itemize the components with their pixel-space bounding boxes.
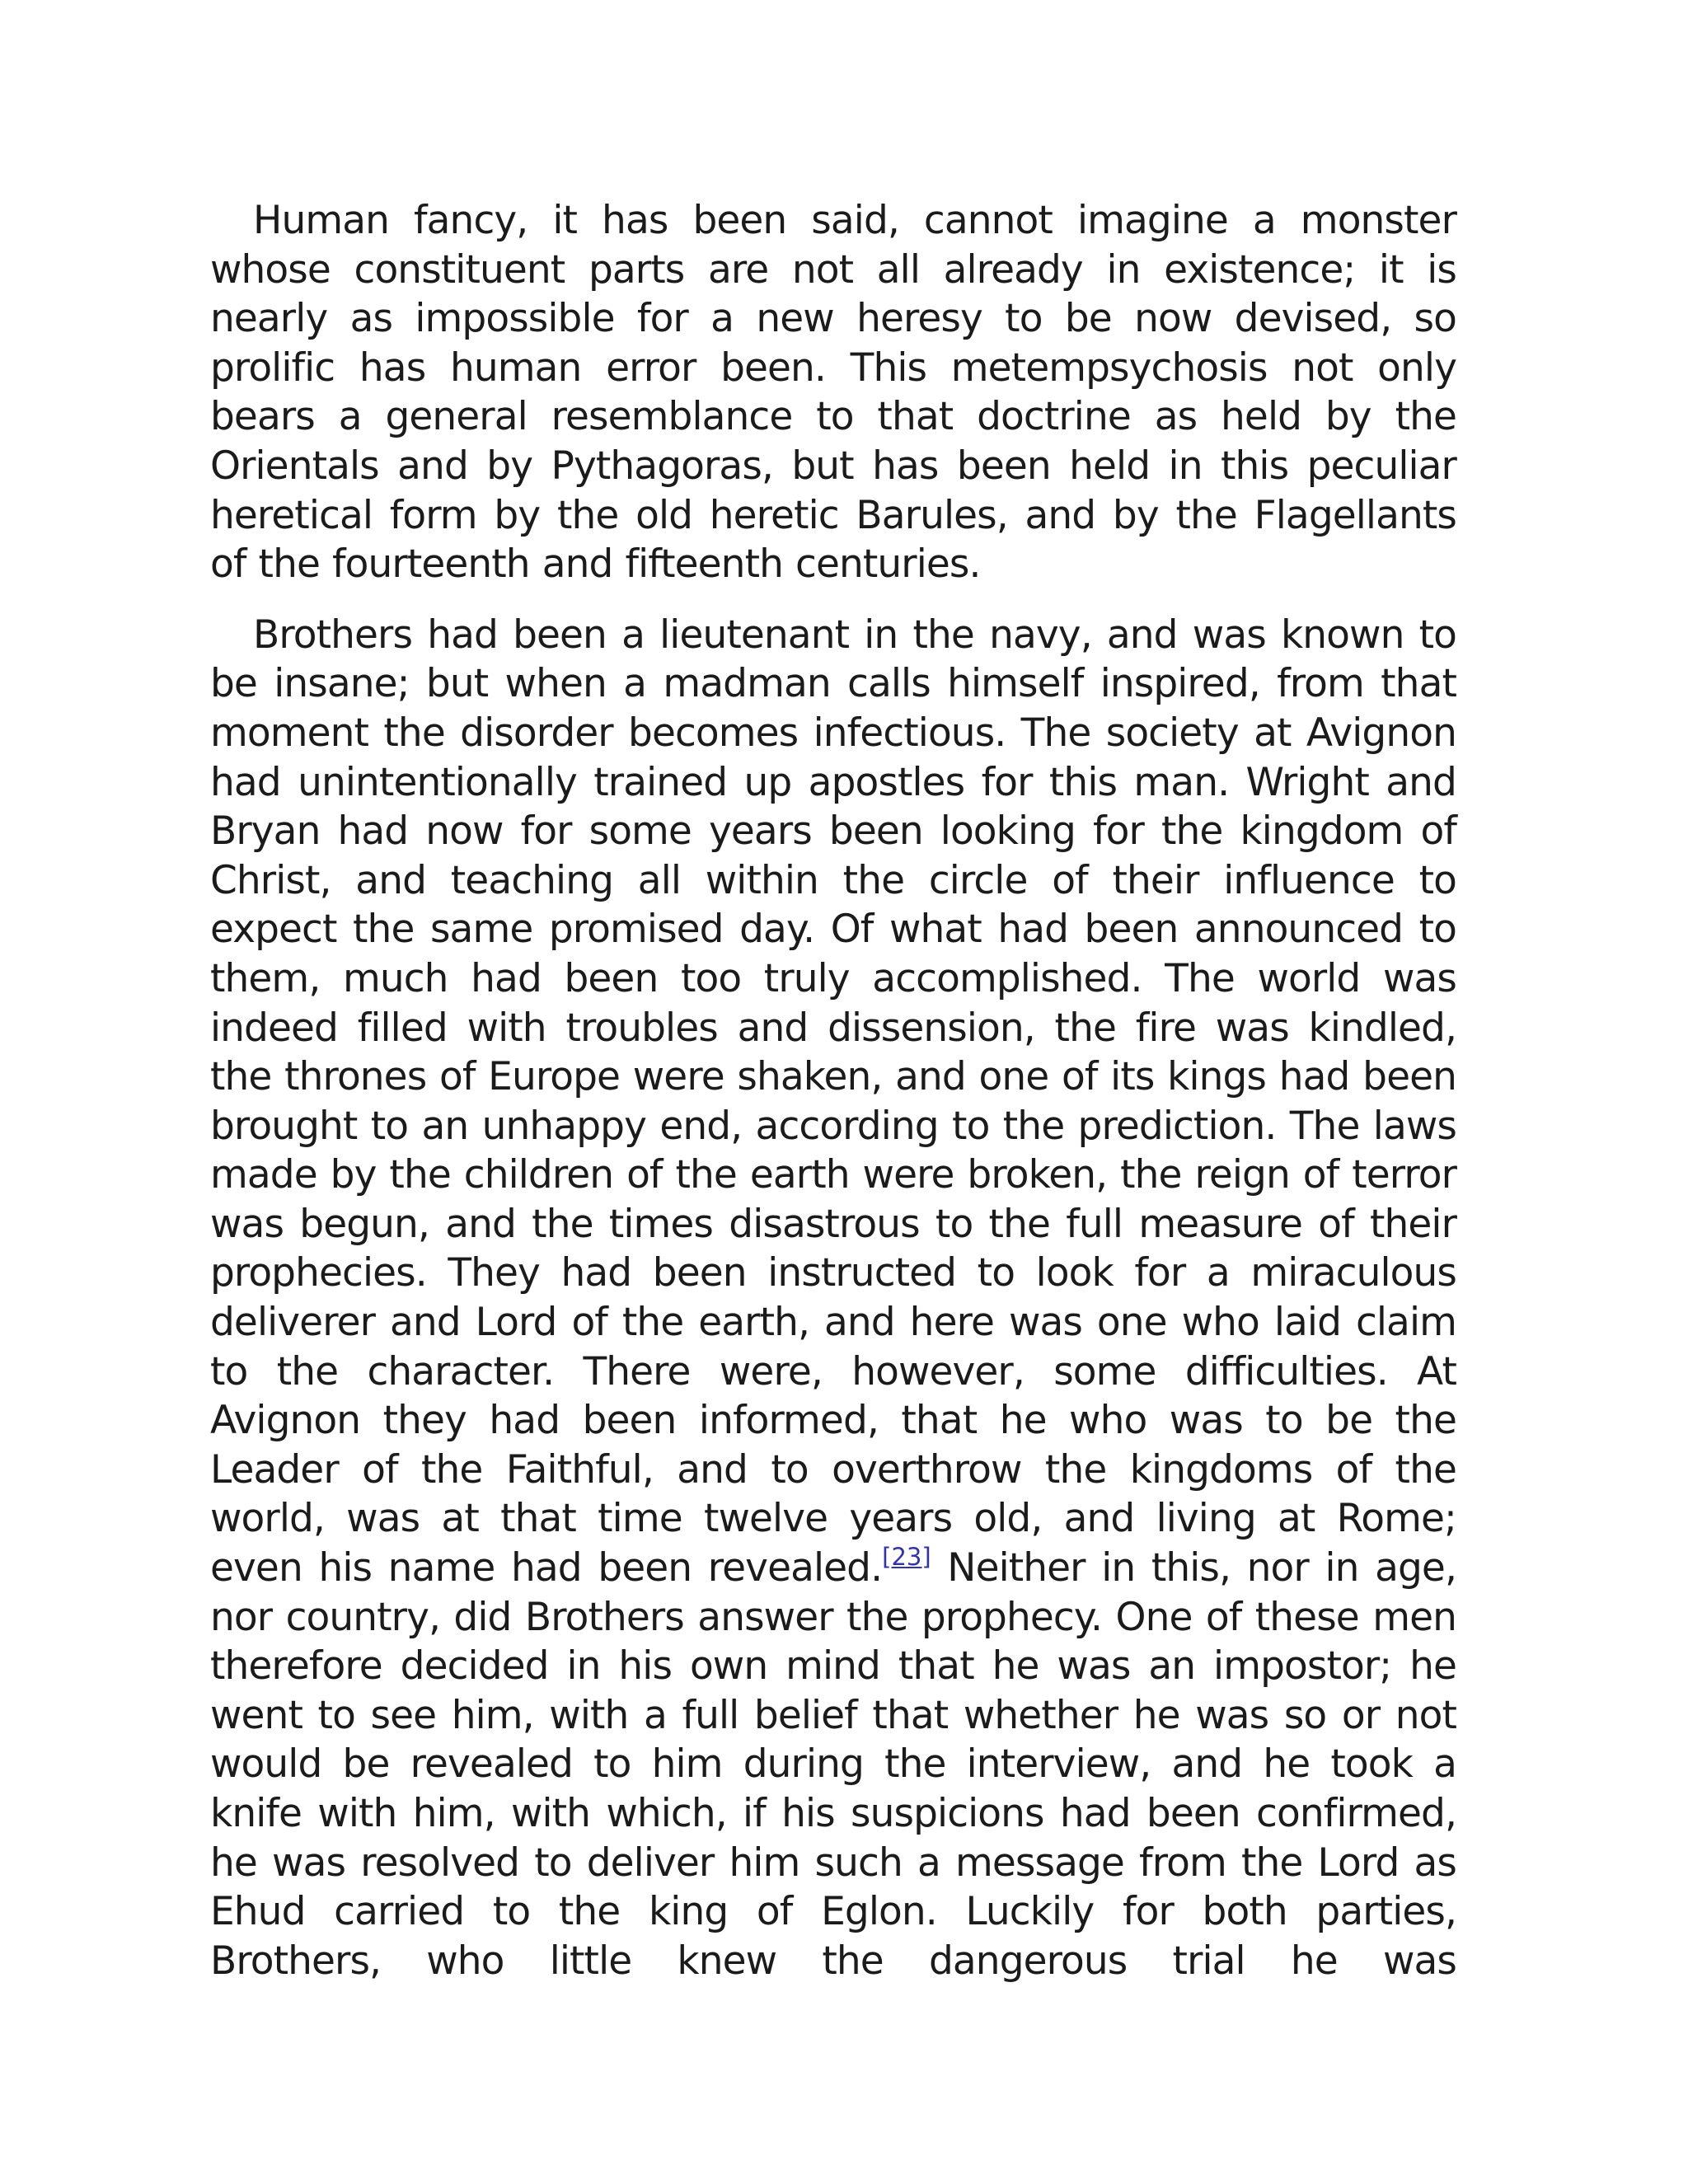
footnote-link[interactable]: [23] (882, 1543, 931, 1572)
page-body (210, 196, 1456, 2007)
paragraph-text: Brothers had been a lieutenant in the navy, and was known to be insane; but when a madman calls himself inspired, from that moment the disorder becomes infectious. The society at Avignon had unintentionally trained up apostles for this man. Wright and Bryan had now for some years been looking for the kingdom of Christ, and teaching all within the circle of their influence to expect the same promised day. Of what had been announced to them, much had been too truly accomplished. The world was indeed filled with troubles and dissension, the fire was kindled, the thrones of Europe were shaken, and one of its kings had been brought to an unhappy end, according to the prediction. The laws made by the children of the earth were broken, the reign of terror was begun, and the times disastrous to the full measure of their prophecies. They had been instructed to look for a miraculous deliverer and Lord of the earth, and here was one who laid claim to the character. There were, however, some difficulties. At Avignon they had been informed, that he who was to be the Leader of the Faithful, and to overthrow the kingdoms of the world, was at that time twelve years old, and living at Rome; even his name had been revealed. (210, 612, 1456, 1591)
paragraph-heresy: Human fancy, it has been said, cannot imagine a monster whose constituent parts are not all already in existence; it is nearly as impossible for a new heresy to be now devised, so prolific has human error been. This metempsychosis not only bears a general resemblance to that doctrine as held by the Orientals and by Pythagoras, but has been held in this peculiar heretical form by the old heretic Barules, and by the Flagellants of the fourteenth and fifteenth centuries. (210, 198, 1456, 588)
paragraph-brothers (210, 611, 1456, 1986)
paragraph-text-continued: Neither in this, nor in age, nor country, did Brothers answer the prophecy. One of these men therefore decided in his own mind that he was an impostor; he went to see him, with a full belief that whether he was so or not would be revealed to him during the interview, and he took a knife with him, with which, if his suspicions had been confirmed, he was resolved to deliver him such a message from the Lord as Ehud carried to the king of Eglon. Luckily for both parties, Brothers, who little knew the dangerous trial he was (210, 1545, 1456, 1984)
